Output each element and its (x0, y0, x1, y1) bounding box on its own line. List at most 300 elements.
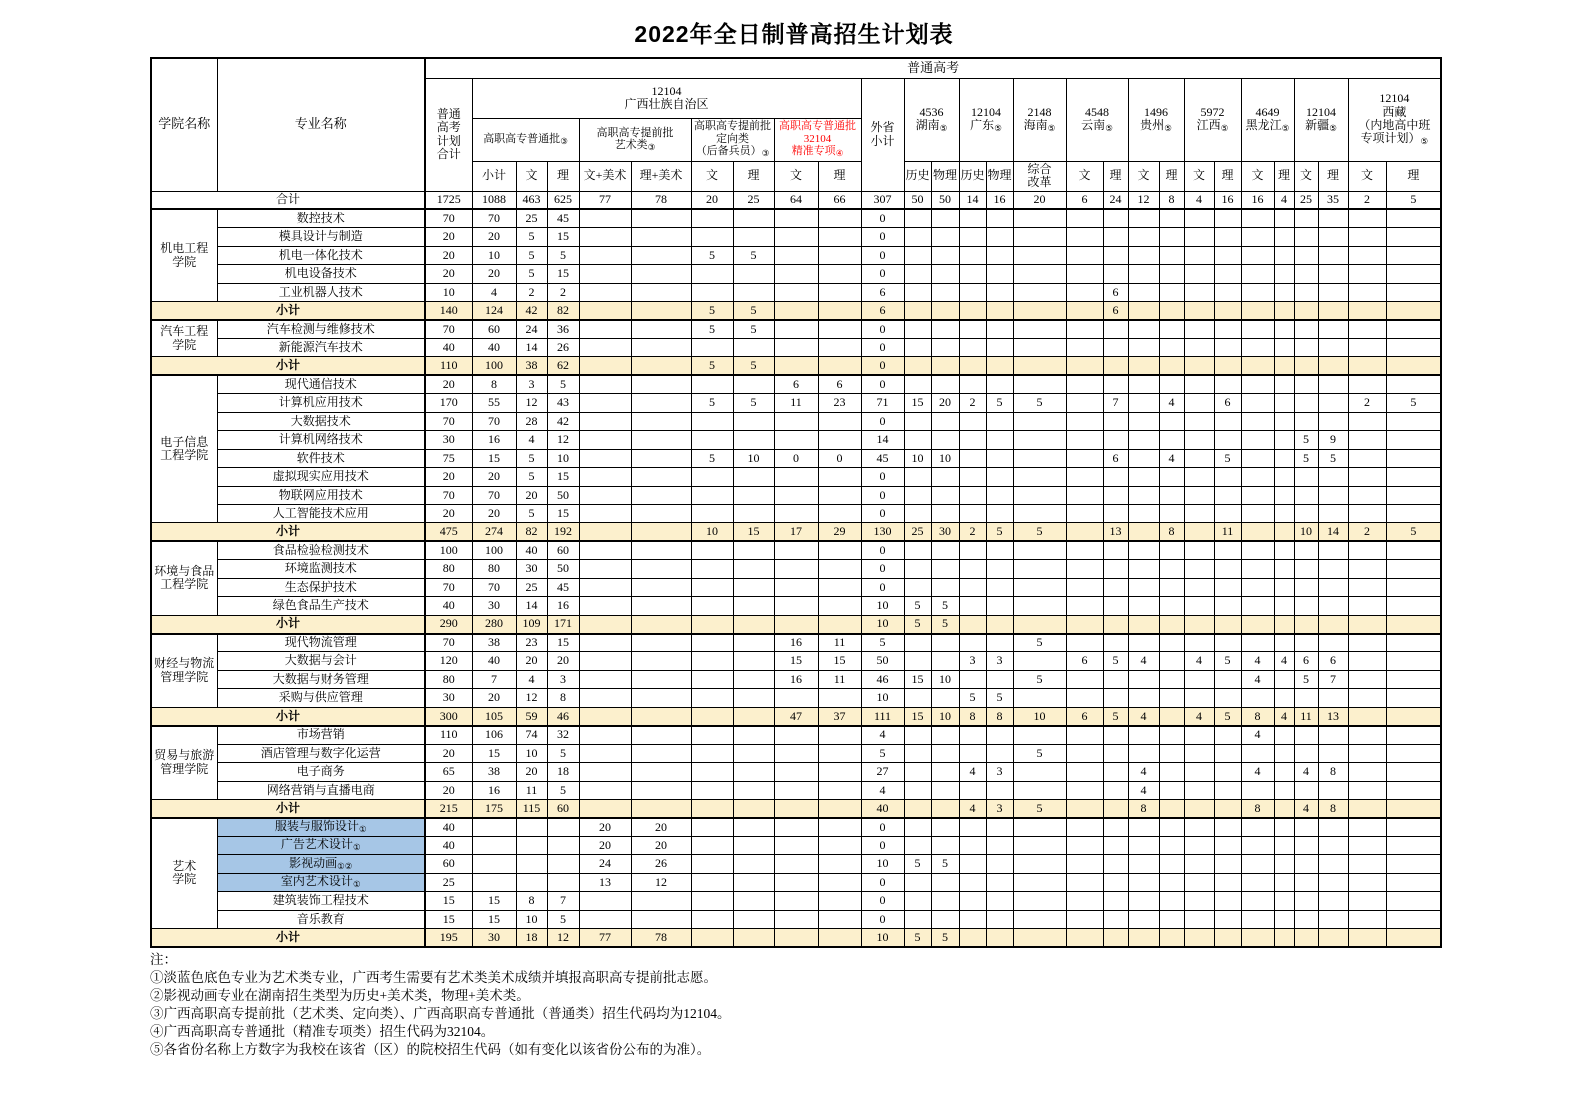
value-cell (1348, 504, 1386, 522)
value-cell (959, 431, 986, 449)
value-cell (818, 763, 861, 781)
value-cell (1348, 578, 1386, 596)
value-cell (1103, 781, 1128, 799)
value-cell (1184, 855, 1214, 873)
value-cell: 59 (516, 707, 547, 725)
note-line: ②影视动画专业在湖南招生类型为历史+美术类，物理+美术类。 (150, 988, 530, 1003)
value-cell: 5 (1294, 431, 1318, 449)
value-cell (774, 615, 818, 633)
value-cell (1103, 412, 1128, 430)
value-cell: 30 (931, 523, 959, 541)
value-cell (691, 707, 733, 725)
value-cell (1348, 781, 1386, 799)
subtotal-row (151, 302, 1441, 320)
value-cell: 20 (631, 836, 691, 854)
major-cell: 数控技术 (217, 209, 425, 227)
value-cell: 5 (1386, 394, 1441, 412)
value-cell: 47 (774, 707, 818, 725)
value-cell (959, 486, 986, 504)
value-cell: 20 (691, 191, 733, 209)
value-cell (1013, 320, 1066, 338)
value-cell (931, 468, 959, 486)
value-cell (1128, 873, 1159, 891)
value-cell (1294, 689, 1318, 707)
value-cell: 1088 (472, 191, 516, 209)
value-cell: 42 (547, 412, 579, 430)
value-cell (986, 873, 1013, 891)
value-cell (1184, 818, 1214, 836)
value-cell (631, 615, 691, 633)
value-cell: 5 (986, 689, 1013, 707)
value-cell: 20 (472, 689, 516, 707)
subtotal-row (151, 357, 1441, 375)
value-cell (1159, 339, 1184, 357)
value-cell: 10 (931, 707, 959, 725)
value-cell (1241, 855, 1274, 873)
college-cell-3: 环境与食品 工程学院 (151, 541, 217, 615)
value-cell (774, 283, 818, 301)
value-cell (1348, 597, 1386, 615)
value-cell: 5 (861, 634, 904, 652)
value-cell: 4 (1241, 652, 1274, 670)
value-cell: 10 (861, 597, 904, 615)
value-cell (818, 228, 861, 246)
value-cell (1214, 283, 1241, 301)
value-cell (1386, 763, 1441, 781)
value-cell (1241, 873, 1274, 891)
value-cell: 42 (516, 302, 547, 320)
value-cell (1103, 799, 1128, 817)
value-cell (1184, 504, 1214, 522)
value-cell (1386, 836, 1441, 854)
value-cell (1103, 910, 1128, 928)
value-cell: 0 (861, 578, 904, 596)
value-cell (1294, 578, 1318, 596)
value-cell: 25 (904, 523, 931, 541)
value-cell (579, 486, 631, 504)
value-cell: 9 (1318, 431, 1348, 449)
value-cell: 66 (818, 191, 861, 209)
value-cell (1318, 228, 1348, 246)
value-cell: 26 (547, 339, 579, 357)
value-cell (986, 375, 1013, 393)
value-cell (1294, 209, 1318, 227)
value-cell (1214, 670, 1241, 688)
value-cell: 20 (579, 818, 631, 836)
value-cell: 5 (931, 855, 959, 873)
subcolumn-header: 历史 (959, 161, 986, 191)
value-cell (1128, 209, 1159, 227)
major-row (151, 375, 1441, 393)
value-cell (733, 744, 774, 762)
value-cell: 16 (1241, 191, 1274, 209)
value-cell (1214, 836, 1241, 854)
value-cell (1386, 412, 1441, 430)
value-cell (904, 339, 931, 357)
value-cell: 6 (1214, 394, 1241, 412)
value-cell: 80 (425, 670, 472, 688)
value-cell (1348, 283, 1386, 301)
value-cell (1184, 209, 1214, 227)
value-cell: 46 (861, 670, 904, 688)
value-cell (931, 744, 959, 762)
value-cell (1274, 523, 1294, 541)
value-cell (904, 873, 931, 891)
value-cell: 0 (861, 892, 904, 910)
value-cell: 5 (733, 246, 774, 264)
value-cell (1274, 726, 1294, 744)
value-cell (1066, 523, 1103, 541)
value-cell: 16 (547, 597, 579, 615)
value-cell: 8 (472, 375, 516, 393)
value-cell (579, 560, 631, 578)
value-cell (631, 799, 691, 817)
subcolumn-header: 理 (1159, 161, 1184, 191)
value-cell (1184, 726, 1214, 744)
value-cell (1274, 560, 1294, 578)
value-cell (1159, 302, 1184, 320)
value-cell: 5 (986, 394, 1013, 412)
major-cell: 计算机网络技术 (217, 431, 425, 449)
value-cell (1159, 929, 1184, 947)
value-cell: 16 (986, 191, 1013, 209)
value-cell: 29 (818, 523, 861, 541)
value-cell (1386, 892, 1441, 910)
value-cell (1066, 892, 1103, 910)
value-cell (1348, 634, 1386, 652)
value-cell (1348, 412, 1386, 430)
value-cell (1184, 302, 1214, 320)
value-cell (1318, 541, 1348, 559)
value-cell (1348, 707, 1386, 725)
value-cell (631, 523, 691, 541)
value-cell (1103, 615, 1128, 633)
value-cell (986, 744, 1013, 762)
value-cell (733, 707, 774, 725)
value-cell (959, 412, 986, 430)
value-cell: 6 (1103, 283, 1128, 301)
value-cell (631, 707, 691, 725)
grand-total-row (151, 191, 1441, 209)
value-cell (1386, 375, 1441, 393)
value-cell (1184, 449, 1214, 467)
province-header-2: 2148 海南⑤ (1013, 78, 1066, 161)
value-cell: 5 (516, 228, 547, 246)
value-cell (579, 283, 631, 301)
value-cell: 11 (1294, 707, 1318, 725)
value-cell (1103, 818, 1128, 836)
value-cell (1241, 523, 1274, 541)
value-cell (959, 302, 986, 320)
value-cell (1159, 320, 1184, 338)
value-cell (691, 670, 733, 688)
value-cell (1318, 836, 1348, 854)
value-cell: 2 (959, 394, 986, 412)
value-cell (1128, 726, 1159, 744)
value-cell (1214, 763, 1241, 781)
major-cell: 市场营销 (217, 726, 425, 744)
major-row (151, 394, 1441, 412)
value-cell (1128, 689, 1159, 707)
value-cell: 0 (861, 504, 904, 522)
value-cell (1386, 339, 1441, 357)
major-row (151, 265, 1441, 283)
subcolumn-header: 理 (1274, 161, 1294, 191)
value-cell: 70 (472, 486, 516, 504)
value-cell (579, 799, 631, 817)
value-cell: 5 (1214, 652, 1241, 670)
value-cell: 5 (691, 320, 733, 338)
value-cell (547, 836, 579, 854)
value-cell (733, 781, 774, 799)
value-cell (1348, 836, 1386, 854)
value-cell: 15 (472, 910, 516, 928)
value-cell (1386, 597, 1441, 615)
value-cell (1013, 689, 1066, 707)
major-cell: 网络营销与直播电商 (217, 781, 425, 799)
value-cell (1386, 541, 1441, 559)
value-cell (774, 504, 818, 522)
value-cell (1318, 339, 1348, 357)
circled-note-marker: ⑤ (939, 122, 948, 133)
subcolumn-header: 小计 (472, 161, 516, 191)
value-cell (631, 468, 691, 486)
value-cell: 290 (425, 615, 472, 633)
major-row (151, 468, 1441, 486)
value-cell (733, 910, 774, 928)
value-cell (1294, 892, 1318, 910)
major-cell: 建筑装饰工程技术 (217, 892, 425, 910)
batch-header-0: 高职高专普通批③ (472, 118, 579, 161)
value-cell (1318, 744, 1348, 762)
value-cell (904, 265, 931, 283)
value-cell (733, 560, 774, 578)
value-cell (1013, 836, 1066, 854)
subcolumn-header: 理 (1318, 161, 1348, 191)
value-cell (1184, 689, 1214, 707)
value-cell (1386, 246, 1441, 264)
value-cell (931, 246, 959, 264)
value-cell: 5 (1214, 449, 1241, 467)
value-cell (1318, 929, 1348, 947)
value-cell: 37 (818, 707, 861, 725)
value-cell (1159, 578, 1184, 596)
value-cell (1274, 375, 1294, 393)
value-cell (931, 873, 959, 891)
value-cell: 5 (931, 597, 959, 615)
value-cell (1318, 302, 1348, 320)
value-cell (1066, 818, 1103, 836)
value-cell (1066, 357, 1103, 375)
value-cell (1066, 394, 1103, 412)
value-cell (1274, 670, 1294, 688)
value-cell: 43 (547, 394, 579, 412)
value-cell (959, 449, 986, 467)
value-cell: 0 (861, 818, 904, 836)
value-cell: 2 (1348, 523, 1386, 541)
value-cell (1013, 541, 1066, 559)
value-cell (1128, 560, 1159, 578)
value-cell (1184, 670, 1214, 688)
value-cell (631, 652, 691, 670)
subcolumn-header: 文 (774, 161, 818, 191)
value-cell (1214, 818, 1241, 836)
value-cell (631, 541, 691, 559)
value-cell (774, 873, 818, 891)
value-cell (472, 818, 516, 836)
value-cell (1348, 929, 1386, 947)
province-header-4: 1496 贵州⑤ (1128, 78, 1184, 161)
value-cell (1386, 283, 1441, 301)
notes-block (150, 951, 1350, 1059)
value-cell (1348, 744, 1386, 762)
value-cell (1386, 670, 1441, 688)
value-cell (1066, 209, 1103, 227)
value-cell (1128, 283, 1159, 301)
major-row (151, 670, 1441, 688)
value-cell: 5 (516, 449, 547, 467)
major-cell: 生态保护技术 (217, 578, 425, 596)
value-cell (1184, 836, 1214, 854)
value-cell (631, 357, 691, 375)
value-cell (1159, 799, 1184, 817)
value-cell: 4 (1128, 781, 1159, 799)
value-cell: 77 (579, 929, 631, 947)
value-cell (1103, 375, 1128, 393)
value-cell: 274 (472, 523, 516, 541)
value-cell: 46 (547, 707, 579, 725)
subtotal-label: 小计 (151, 302, 425, 320)
value-cell: 10 (931, 449, 959, 467)
value-cell (1128, 320, 1159, 338)
value-cell: 0 (861, 486, 904, 504)
circled-note-marker: ⑤ (1164, 122, 1172, 133)
value-cell (1128, 836, 1159, 854)
major-row (151, 283, 1441, 301)
value-cell (1128, 394, 1159, 412)
value-cell (1066, 726, 1103, 744)
plan-total-header: 普通 高考 计划 合计 (425, 78, 472, 191)
value-cell (1214, 634, 1241, 652)
value-cell (1184, 781, 1214, 799)
value-cell (1159, 375, 1184, 393)
value-cell (1386, 799, 1441, 817)
province-header-5: 5972 江西⑤ (1184, 78, 1241, 161)
value-cell (1066, 910, 1103, 928)
value-cell (774, 744, 818, 762)
value-cell: 5 (904, 929, 931, 947)
value-cell (1214, 578, 1241, 596)
value-cell (1348, 320, 1386, 338)
value-cell (1214, 615, 1241, 633)
value-cell (1274, 283, 1294, 301)
value-cell (774, 357, 818, 375)
value-cell (579, 763, 631, 781)
value-cell: 5 (733, 394, 774, 412)
value-cell (1241, 375, 1274, 393)
value-cell: 4 (1274, 191, 1294, 209)
value-cell (547, 818, 579, 836)
value-cell (904, 910, 931, 928)
value-cell: 20 (472, 265, 516, 283)
value-cell (1066, 615, 1103, 633)
value-cell (1184, 486, 1214, 504)
value-cell: 2 (516, 283, 547, 301)
value-cell (1103, 597, 1128, 615)
value-cell (1159, 818, 1184, 836)
circled-note-marker: ① (352, 842, 361, 853)
value-cell (733, 763, 774, 781)
value-cell (1348, 726, 1386, 744)
value-cell (1128, 228, 1159, 246)
value-cell (579, 578, 631, 596)
value-cell (1066, 689, 1103, 707)
value-cell (691, 560, 733, 578)
value-cell: 15 (904, 394, 931, 412)
value-cell (1274, 873, 1294, 891)
value-cell (1184, 873, 1214, 891)
value-cell (1159, 265, 1184, 283)
value-cell: 4 (1294, 763, 1318, 781)
value-cell (1214, 412, 1241, 430)
value-cell: 20 (1013, 191, 1066, 209)
value-cell: 70 (425, 320, 472, 338)
value-cell (1386, 929, 1441, 947)
circled-note-marker: ① (358, 824, 367, 835)
value-cell: 5 (904, 597, 931, 615)
value-cell (1318, 818, 1348, 836)
value-cell: 4 (1159, 449, 1184, 467)
value-cell: 175 (472, 799, 516, 817)
value-cell (986, 412, 1013, 430)
guangxi-region-header: 12104 广西壮族自治区 (472, 78, 861, 118)
value-cell (959, 578, 986, 596)
value-cell: 12 (547, 431, 579, 449)
major-row (151, 910, 1441, 928)
value-cell (931, 302, 959, 320)
value-cell: 26 (631, 855, 691, 873)
value-cell (1241, 634, 1274, 652)
value-cell (818, 431, 861, 449)
value-cell: 12 (516, 394, 547, 412)
value-cell: 16 (472, 431, 516, 449)
value-cell (579, 597, 631, 615)
value-cell (774, 818, 818, 836)
value-cell: 109 (516, 615, 547, 633)
value-cell (733, 689, 774, 707)
value-cell (1318, 634, 1348, 652)
value-cell (1386, 228, 1441, 246)
value-cell (691, 726, 733, 744)
value-cell (1066, 560, 1103, 578)
value-cell (904, 892, 931, 910)
value-cell: 0 (861, 320, 904, 338)
major-cell: 软件技术 (217, 449, 425, 467)
value-cell (1013, 228, 1066, 246)
value-cell: 62 (547, 357, 579, 375)
subcolumn-header: 文 (1066, 161, 1103, 191)
value-cell (1013, 302, 1066, 320)
major-cell: 影视动画①② (217, 855, 425, 873)
value-cell: 5 (904, 615, 931, 633)
value-cell: 140 (425, 302, 472, 320)
value-cell: 20 (425, 468, 472, 486)
value-cell (1184, 744, 1214, 762)
value-cell (818, 799, 861, 817)
value-cell (631, 339, 691, 357)
value-cell (472, 836, 516, 854)
major-cell: 酒店管理与数字化运营 (217, 744, 425, 762)
